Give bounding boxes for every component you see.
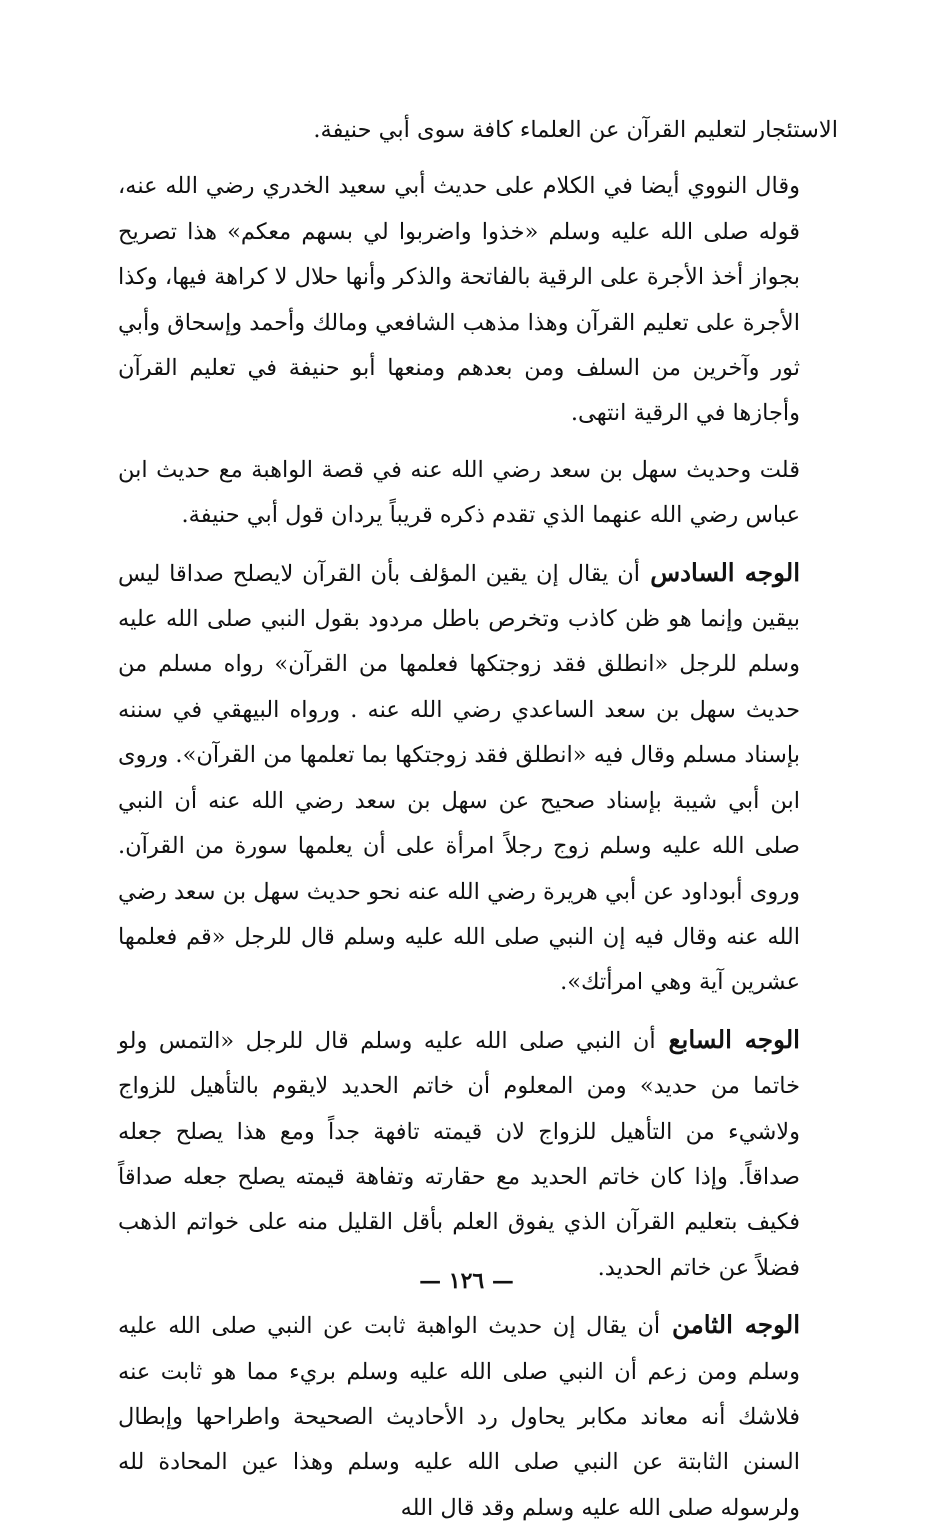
paragraph-text: أن النبي صلى الله عليه وسلم قال للرجل «التمس ولو خاتما من حديد» ومن المعلوم أن خاتم الحديد لايقوم بالتأهيل للزواج ولاشيء من التأهيل للزواج لان قيمته تافهة جداً ومع هذا يصلح جعله صداقاً. وإذا كان خاتم الحديد مع حقارته وتفاهة قيمته يصلح جعله صداقاً فكيف بتعليم القرآن الذي يفوق العلم بأقل القليل منه على خواتم الذهب فضلاً عن خاتم الحديد. bbox=[118, 1027, 800, 1281]
page-body bbox=[118, 108, 838, 1531]
paragraph-text: الاستئجار لتعليم القرآن عن العلماء كافة سوى أبي حنيفة. bbox=[313, 117, 838, 143]
paragraph-text: وقال النووي أيضا في الكلام على حديث أبي سعيد الخدري رضي الله عنه، قوله صلى الله عليه وسلم «خذوا واضربوا لي بسهم معكم» هذا تصريح بجواز أخذ الأجرة على الرقية بالفاتحة والذكر وأنها حلال لا كراهة فيها، وكذا الأجرة على تعليم القرآن وهذا مذهب الشافعي ومالك وأحمد وإسحاق وأبي ثور وآخرين من السلف ومن بعدهم ومنعها أبو حنيفة في تعليم القرآن وأجازها في الرقية انتهى. bbox=[118, 173, 800, 427]
paragraph-text: أن يقال إن حديث الواهبة ثابت عن النبي صلى الله عليه وسلم ومن زعم أن النبي صلى الله عليه وسلم بريء مما هو ثابت عنه فلاشك أنه معاند مكابر يحاول رد الأحاديث الصحيحة واطراحها وإبطال السنن الثابتة عن النبي صلى الله عليه وسلم وهذا عين المحادة لله ولرسوله صلى الله عليه وسلم وقد قال الله bbox=[118, 1313, 800, 1521]
section-heading: الوجه السابع bbox=[655, 1024, 800, 1054]
page-number: — ١٢٦ — bbox=[419, 1268, 514, 1294]
paragraph-continuation bbox=[118, 108, 838, 153]
section-heading: الوجه الثامن bbox=[660, 1310, 800, 1340]
paragraph-eighth-aspect bbox=[118, 1302, 838, 1531]
section-heading: الوجه السادس bbox=[640, 557, 800, 587]
paragraph-text: أن يقال إن يقين المؤلف بأن القرآن لايصلح صداقا ليس بيقين وإنما هو ظن كاذب وتخرص باطل مردود بقول النبي صلى الله عليه وسلم للرجل «انطلق فقد زوجتكها فعلمها من القرآن» رواه مسلم من حديث سهل بن سعد الساعدي رضي الله عنه . ورواه البيهقي في سننه بإسناد مسلم وقال فيه «انطلق فقد زوجتكها بما تعلمها من القرآن». وروى ابن أبي شيبة بإسناد صحيح عن سهل بن سعد رضي الله عنه أن النبي صلى الله عليه وسلم زوج رجلاً امرأة على أن يعلمها سورة من القرآن. وروى أبوداود عن أبي هريرة رضي الله عنه نحو حديث سهل بن سعد رضي الله عنه وقال فيه إن النبي صلى الله عليه وسلم قال للرجل «قم فعلمها عشرين آية وهي امرأتك». bbox=[118, 560, 800, 996]
paragraph-text: قلت وحديث سهل بن سعد رضي الله عنه في قصة الواهبة مع حديث ابن عباس رضي الله عنهما الذي تقدم ذكره قريباً يردان قول أبي حنيفة. bbox=[118, 456, 800, 529]
paragraph-nawawi bbox=[118, 164, 838, 436]
paragraph-qult bbox=[118, 448, 838, 539]
paragraph-seventh-aspect bbox=[118, 1017, 838, 1291]
paragraph-sixth-aspect bbox=[118, 550, 838, 1006]
